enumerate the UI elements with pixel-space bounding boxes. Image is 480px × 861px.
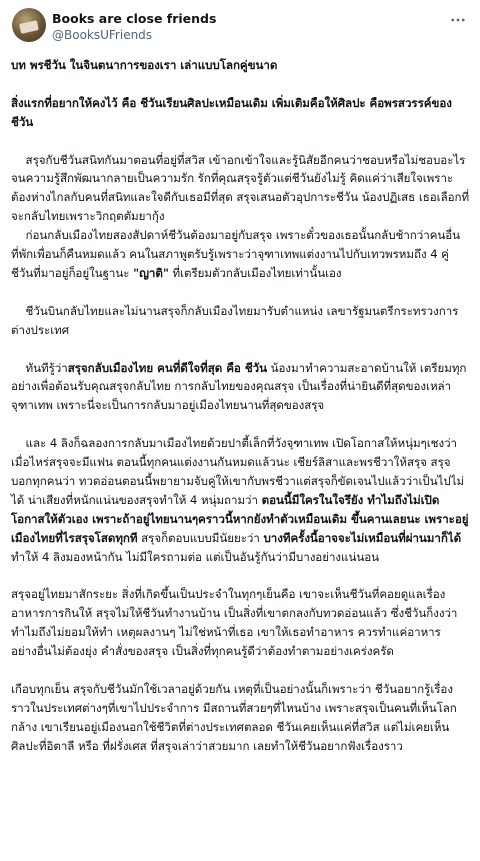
book-icon xyxy=(19,20,39,34)
post-subtitle: สิ่งแรกที่อยากให้คงไว้ คือ ชีวันเรียนศิลปะเหมือนเดิม เพิ่มเติมคือให้ศิลปะ คือพรสวรรค์ของชีวัน xyxy=(11,95,452,129)
paragraph-5-lead: และ 4 ลิงก็ฉลองการกลับมาเมืองไทยด้วยปาตี้เล็กที่วังจุฑาเทพ เปิดโอกาสให้หนุ่มๆเชงว่า เมื่อไหร่สรุจจะมีแฟน ตอนนี้ทุกคนแต่งงานกันหมดแล้วนะ เชียร์ลิสาและพรชีวาให้สรุจ สรุจบอกทุกคนว่า ทวดอ่อนตอนนี้พยายามจับคู่ให้เขากับพรชีวาแต่สรุจก็ขัดเจนไปแล้วว่าเป็นไปไม่ได้ น่าเสียงที่หนักแน่นของสรุจทำให้ 4 หนุ่มถามว่า xyxy=(11,436,465,507)
paragraph-5-emphasis-2: บางทีครั้งนี้อาจจะไม่เหมือนที่ผ่านมาก็ได้ xyxy=(263,530,462,545)
more-horizontal-icon[interactable] xyxy=(446,10,470,30)
post-title: บท พรชีวัน ในจินตนาการของเรา เล่าแบบโลกคู่ขนาด xyxy=(11,58,278,72)
paragraph-5-emphasis: ตอนนี้มีใครในใจรึยัง ทำไมถึงไม่เปิดโอกาสให้ตัวเอง เพราะถ้าอยู่ไทยนานๆคราวนี้หากยังทำตัวเหมือนเดิม ขึ้นคานเลยนะ เพราะอยู่เมืองไทยที่ไรสรุจโสดทุกที xyxy=(11,492,469,545)
paragraph-1: สรุจกับชีวันสนิทกันมาตอนที่อยู่ที่สวิส เข้าอกเข้าใจและรู้นิสัยอีกคนว่าชอบหรือไม่ชอบอะไร จนความรู้สึกพัฒนากลายเป็นความรัก รักที่คุณสรุจรู้ตัวแต่ชีวันยังไม่รู้ คิดแค่ว่าเสียใจเพราะต้องห่างไกลกับคนที่สนิทและใจดีกับเธอมีที่สุด สรุจเสนอตัวอุปการะชีวัน น้องปฏิเสธ เธอเลือกที่จะกลับไทยเพราะวิกฤตตัมยากุ้ง xyxy=(11,152,470,224)
author-name[interactable]: Books are close friends xyxy=(52,11,217,26)
paragraph-2: ก่อนกลับเมืองไทยสองสัปดาห์ชีวันต้องมาอยู่กับสรุจ เพราะตั๋วของเธอนั้นกลับช้ากว่าคนอื่น ที่พักเพื่อนก็คืนหมดแล้ว คนในสภาพูตรับรู้เพราะว่าจุฑาเทพแต่งงานไปกับเทวพรหมถึง 4 คู่ ชีวันที่มาอยู่ก็อยู่ในฐานะ xyxy=(11,228,464,280)
post-body xyxy=(11,56,470,756)
paragraph-2-emphasis: "ญาติ" xyxy=(133,265,169,280)
author-handle[interactable]: @BooksUFriends xyxy=(52,28,153,42)
paragraph-7: เกือบทุกเย็น สรุจกับชีวันมักใช้เวลาอยู่ด้วยกัน เหตุที่เป็นอย่างนั้นก็เพราะว่า ชีวันอยากรู้เรื่องราวในประเทศต่างๆที่เขาไปประจำการ มีสถานที่สวยๆที่ไหนบ้าง เพราะสรุจเป็นคนที่เห็นโลกกล้าง เขาเรียนอยู่เมืองนอกใช้ชีวิตที่ต่างประเทศตลอด ชีวันเคยเห็นแค่ที่สวิส แต่ไม่เคยเห็นศิลปะที่อิตาลี หรือ ที่ฝรั่งเศส ที่สรุจเล่าว่าสวยมาก เลยทำให้ชีวันอยากฟังเรื่องราว xyxy=(11,681,457,753)
book-stack-avatar[interactable] xyxy=(12,8,46,42)
paragraph-5-tail: ทำให้ 4 ลิงมองหน้ากัน ไม่มีใครถามต่อ แต่เป็นอันรู้กันว่ามีบางอย่างแน่นอน xyxy=(11,530,465,564)
paragraph-4-tail: น้องมาทำความสะอาดบ้านให้ เตรียมทุกอย่างเพื่อต้อนรับคุณสรุจกลับไทย การกลับไทยของคุณสรุจ เป็นเรื่องที่น่ายินดีที่สุดของเหล่าจุฑาเทพ เพราะนี่จะเป็นการกลับมาอยู่เมืองไทยนานที่สุดของสรุจ xyxy=(11,360,467,413)
paragraph-6: สรุจอยู่ไทยมาสักระยะ สิ่งที่เกิดขึ้นเป็นประจำในทุกๆเย็นคือ เขาจะเห็นชีวันที่คอยดูแลเรื่องอาหารการกินให้ สรุจไม่ให้ชีวันทำงานบ้าน เป็นสิ่งที่เขาตกลงกับทวดอ่อนแล้ว ซึ่งชีวันก็งงว่าทำไมถึงไม่ยอมให้ทำ เหตุผลงานๆ ไม่ใช่หน้าที่เธอ เขาให้เธอทำอาหาร ควรทำแค่อาหาร อย่างอื่นไม่ต้องยุ่ง คำสั่งของสรุจ เป็นสิ่งที่ทุกคนรู้ดีว่าต้องทำตามอย่างเคร่งครัด xyxy=(11,587,458,659)
paragraph-2-tail: ที่เตรียมตัวกลับเมืองไทยเท่านั้นเอง xyxy=(168,265,342,280)
paragraph-4-emphasis: สรุจกลับเมืองไทย คนที่ดีใจที่สุด คือ ชีวัน xyxy=(67,360,267,375)
paragraph-3: ชีวันบินกลับไทยและไม่นานสรุจก็กลับเมืองไทยมารับตำแหน่ง เลขารัฐมนตรีกระทรวงการต่างประเทศ xyxy=(11,303,459,337)
paragraph-5-mid: สรุจก็ตอบแบบมีนัยยะว่า xyxy=(137,530,264,545)
post-header xyxy=(0,0,480,52)
paragraph-4-lead: ทันทีรู้ว่า xyxy=(11,360,68,375)
